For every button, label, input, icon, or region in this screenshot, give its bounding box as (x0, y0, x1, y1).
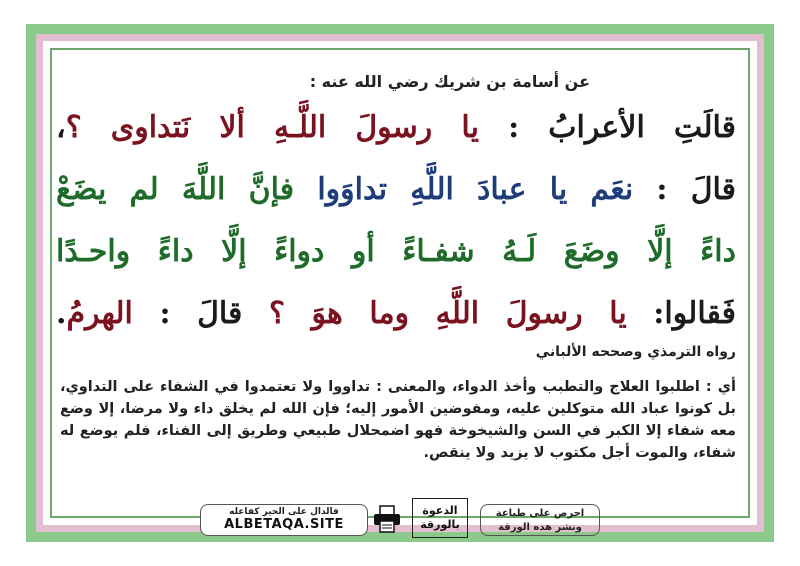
hadith-segment: قالَ : (132, 296, 243, 331)
hadith-segment: داءً إلَّا وضَعَ لَـهُ شفـاءً أو دواءً إلَّا داءً واحـدًا (56, 234, 736, 269)
hadith-segment: يا رسولَ اللَّـهِ ألا نَتداوى ؟ (65, 110, 479, 145)
hadith-segment: ، (56, 110, 66, 145)
logo-line-1: الدعوة (422, 504, 458, 517)
hadith-segment: . (56, 296, 67, 331)
hadith-line-2 (56, 170, 736, 210)
logo-line-2: بالورقة (420, 518, 460, 531)
narrator-line: عن أسامة بن شريك رضي الله عنه : (309, 72, 590, 91)
hadith-line-4 (56, 294, 736, 334)
hadith-segment: قالَ : (633, 172, 737, 207)
footer (200, 498, 600, 540)
hadith-segment: نعَم يا عبادَ اللَّهِ تداوَوا (294, 172, 634, 207)
hadith-segment: فإنَّ اللَّهَ لم يضَعْ (56, 172, 295, 207)
print-line-1: احرص على طباعة (495, 508, 585, 519)
footer-proverb: فالدال على الخير كفاعله (229, 507, 339, 517)
hadith-segment: فَقالوا: (626, 296, 736, 331)
printer-icon (372, 504, 402, 534)
print-line-2: ونشر هذه الورقة (498, 522, 582, 533)
footer-print-box (480, 504, 600, 536)
hadith-line-1 (56, 108, 736, 148)
hadith-segment: قالَتِ الأعرابُ : (478, 110, 737, 145)
hadith-segment: يا رسولَ اللَّهِ وما هوَ ؟ (242, 296, 627, 331)
footer-site-box (200, 504, 368, 536)
explanation-text: أي : اطلبوا العلاج والتطبب وأخذ الدواء، والمعنى : تداووا ولا تعتمدوا في الشفاء على التداوي، بل كونوا عباد الله متوكلين عليه، ومفوضين الأمور إليه؛ فإن الله لم يخلق داء ولا مرضا، إلا وضع معه شفاء إلا الكبر في السن والشيخوخة فهو اضمحلال طبيعي وطريق إلى الفناء، فلم يوضع له شفاء، والموت أجل مكتوب لا يزيد ولا ينقص. (60, 379, 736, 461)
footer-site-link[interactable]: ALBETAQA.SITE (224, 517, 344, 532)
hadith-line-3 (56, 232, 736, 272)
dawa-logo (412, 498, 468, 538)
hadith-segment: الهرمُ (66, 296, 133, 331)
hadith-source: رواه الترمذي وصححه الألباني (535, 344, 736, 360)
decorative-frame (26, 24, 774, 542)
